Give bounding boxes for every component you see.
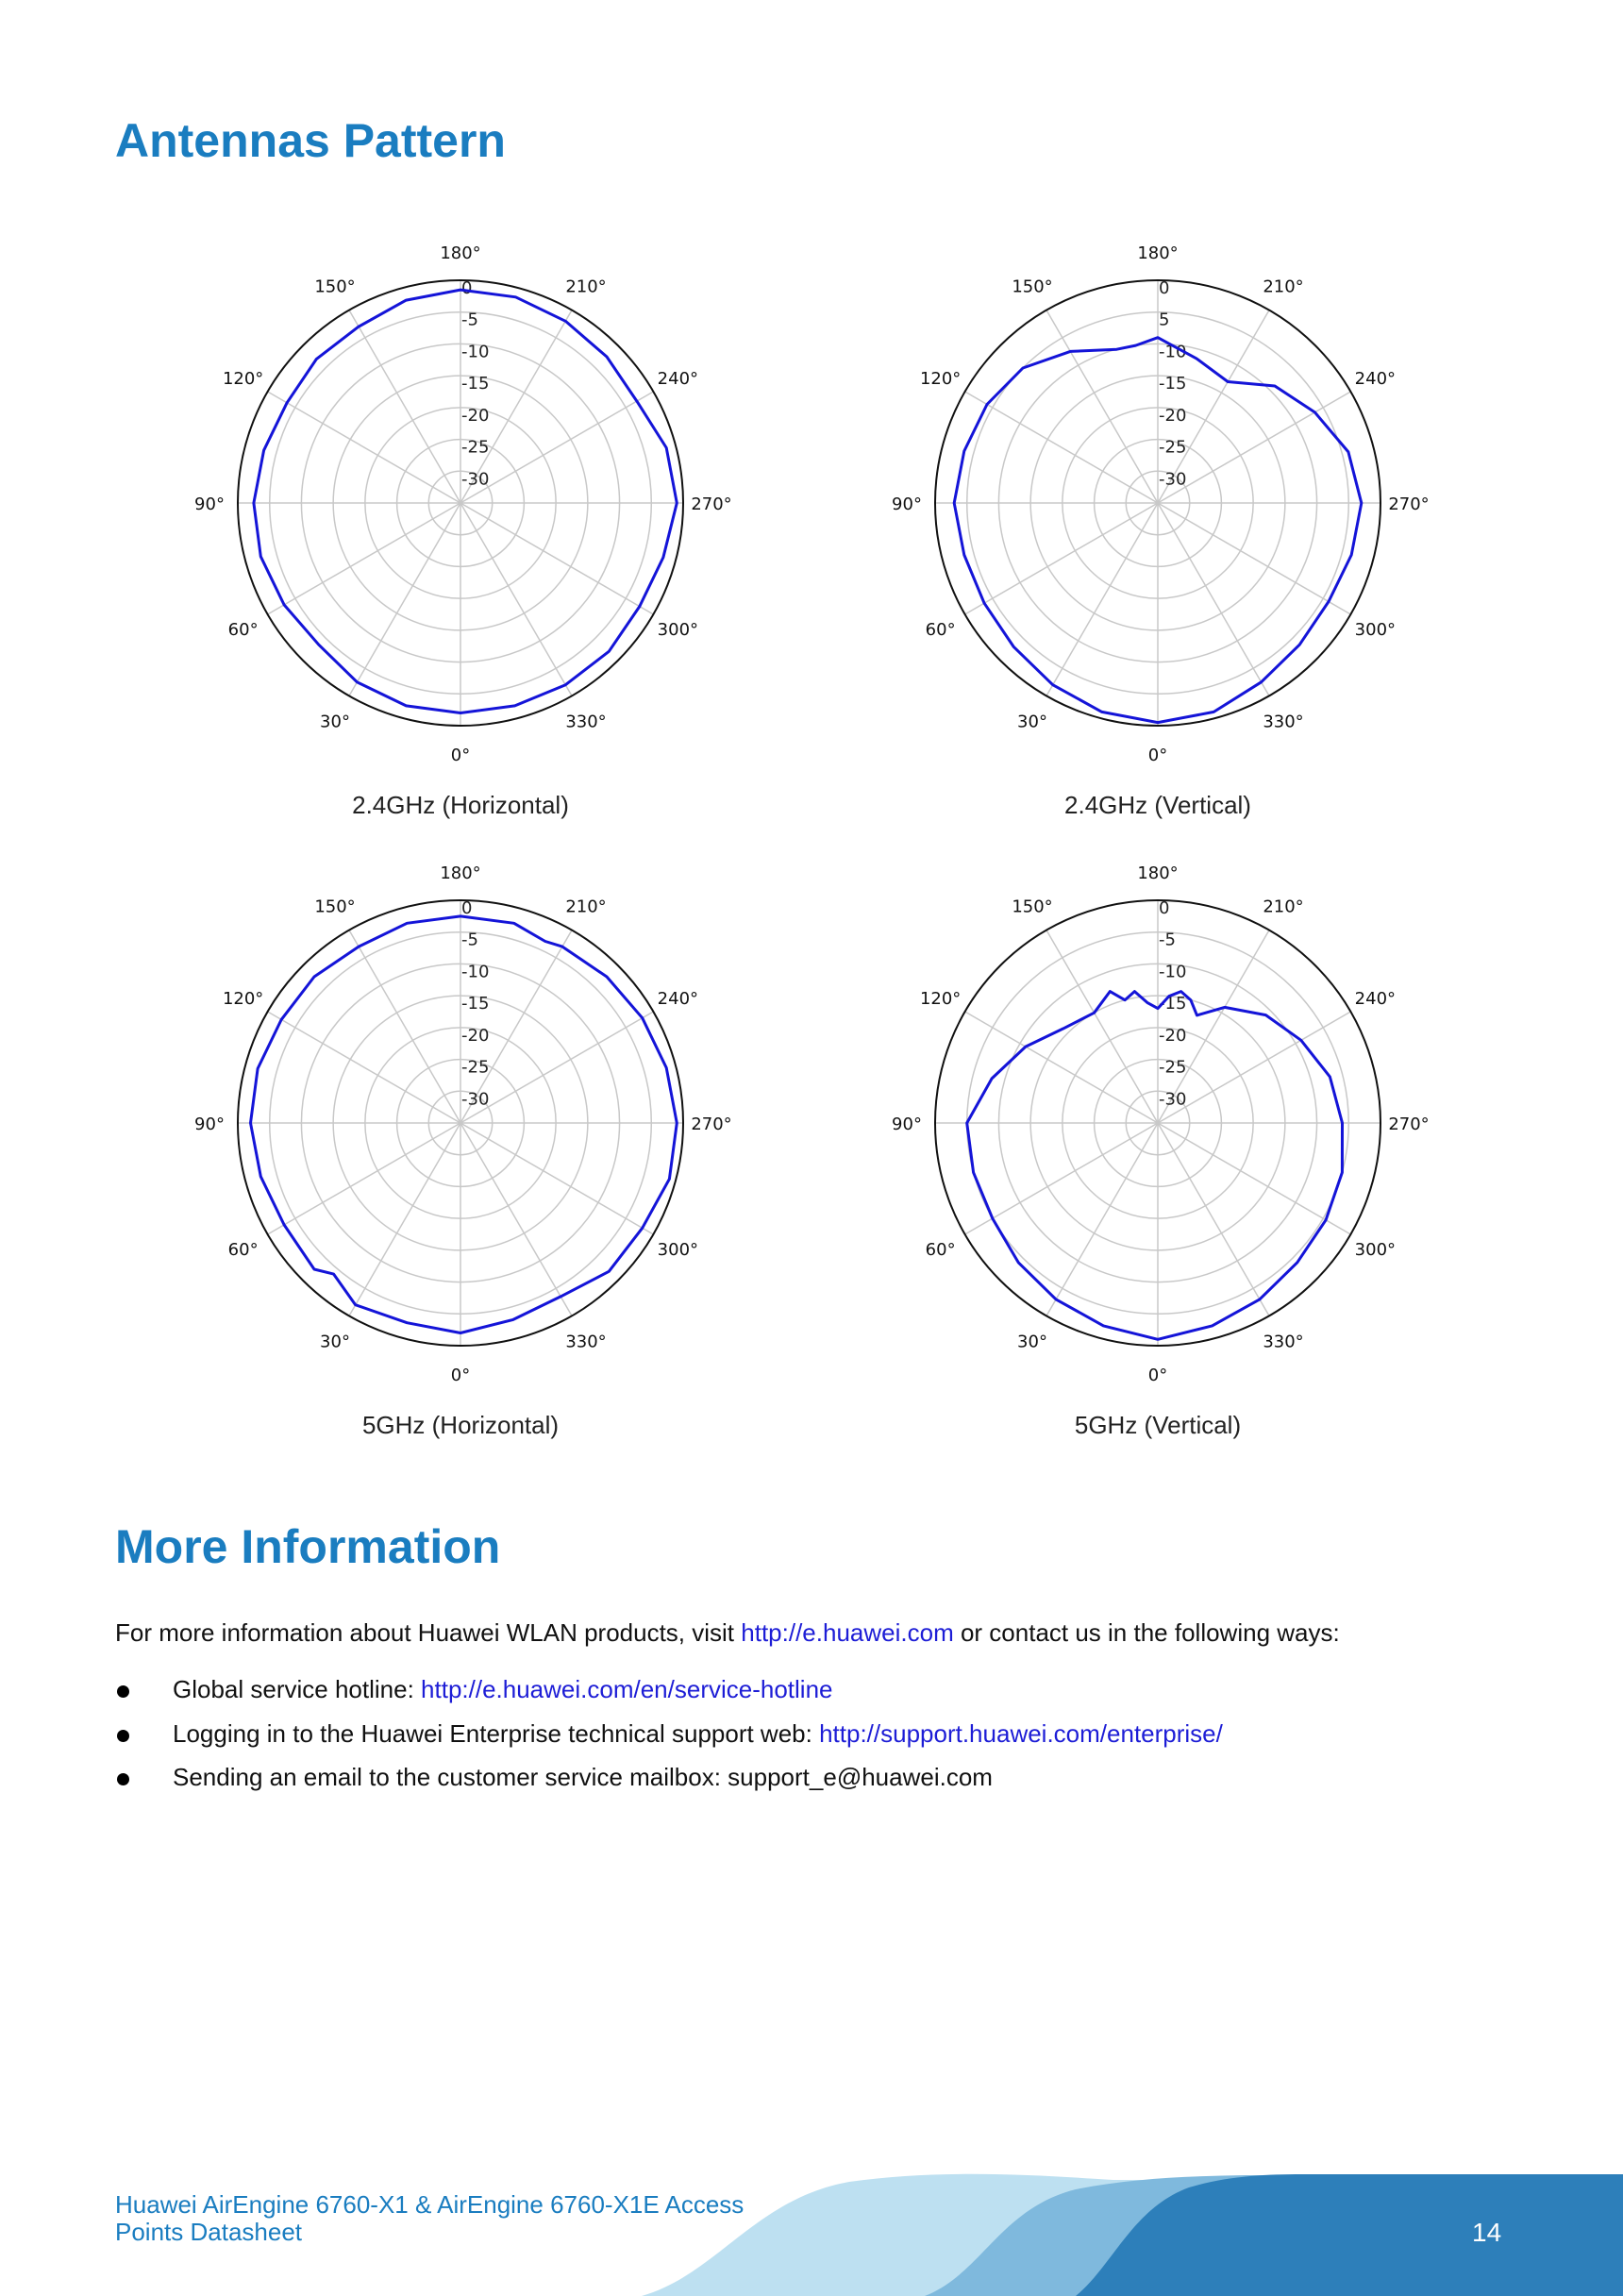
angular-gridline [1158, 1123, 1350, 1234]
angle-tick-label: 210° [1263, 277, 1304, 297]
angle-tick-label: 330° [565, 1332, 607, 1352]
page-number: 14 [1472, 2218, 1502, 2247]
angle-tick-label: 300° [1354, 620, 1397, 640]
angular-gridline [349, 503, 460, 696]
intro-text-before: For more information about Huawei WLAN products, visit [115, 1618, 742, 1647]
radial-tick-label: -10 [461, 342, 490, 362]
angle-tick-label: 240° [1354, 989, 1397, 1009]
angle-tick-label: 120° [222, 989, 264, 1009]
more-info-intro [115, 1618, 1340, 1648]
angular-gridline [965, 392, 1158, 503]
angle-tick-label: 60° [925, 1240, 956, 1260]
radial-tick-label: 0 [1159, 898, 1170, 918]
angular-gridline [1046, 503, 1158, 696]
angular-gridline [460, 503, 653, 614]
angle-tick-label: 240° [1354, 369, 1397, 389]
angle-tick-label: 60° [925, 620, 956, 640]
angle-tick-label: 210° [565, 277, 607, 297]
radial-tick-label: -30 [1159, 1089, 1187, 1110]
angle-tick-label: 30° [320, 712, 350, 732]
angle-tick-label: 0° [450, 746, 471, 765]
chart-caption: 2.4GHz (Horizontal) [352, 791, 569, 819]
angular-gridline [1046, 310, 1158, 503]
angular-gridline [268, 1123, 460, 1234]
radial-tick-label: -30 [461, 1089, 490, 1110]
angular-gridline [349, 1123, 460, 1316]
angular-gridline [460, 1012, 653, 1123]
angle-tick-label: 150° [314, 277, 356, 297]
service-hotline-link[interactable]: http://e.huawei.com/en/service-hotline [421, 1675, 833, 1703]
angular-gridline [349, 930, 460, 1123]
angular-gridline [1158, 1123, 1269, 1316]
radial-tick-label: 5 [1159, 310, 1170, 330]
more-information-heading: More Information [115, 1520, 501, 1573]
angle-tick-label: 0° [1147, 1366, 1168, 1385]
radial-tick-label: 0 [1159, 278, 1170, 298]
angle-tick-label: 90° [194, 1114, 225, 1134]
angle-tick-label: 270° [1388, 1114, 1430, 1134]
radial-tick-label: -25 [461, 1057, 490, 1078]
angle-tick-label: 330° [1263, 712, 1304, 732]
radial-tick-label: -20 [1159, 1025, 1187, 1046]
radial-tick-label: -20 [461, 405, 490, 426]
bullet-icon [117, 1685, 129, 1698]
angle-tick-label: 270° [691, 494, 732, 514]
angle-tick-label: 180° [440, 863, 481, 883]
angle-tick-label: 30° [1017, 1332, 1047, 1352]
radial-tick-label: 0 [461, 278, 473, 298]
angle-tick-label: 120° [919, 989, 962, 1009]
antennas-pattern-heading: Antennas Pattern [115, 114, 506, 167]
angle-tick-label: 90° [892, 494, 922, 514]
list-item-text: Sending an email to the customer service mailbox: support_e@huawei.com [173, 1763, 993, 1791]
radial-tick-label: -5 [461, 310, 478, 330]
angle-tick-label: 270° [691, 1114, 732, 1134]
angle-tick-label: 90° [194, 494, 225, 514]
angle-tick-label: 330° [1263, 1332, 1304, 1352]
angle-tick-label: 300° [1354, 1240, 1397, 1260]
radial-tick-label: -15 [461, 374, 490, 394]
angular-gridline [460, 503, 572, 696]
angular-gridline [1158, 503, 1350, 614]
list-item-text: Global service hotline: [173, 1675, 422, 1703]
angle-tick-label: 330° [565, 712, 607, 732]
angle-tick-label: 240° [657, 369, 699, 389]
intro-text-after: or contact us in the following ways: [953, 1618, 1340, 1647]
angle-tick-label: 270° [1388, 494, 1430, 514]
chart-caption: 5GHz (Horizontal) [361, 1411, 560, 1439]
angular-gridline [460, 1123, 572, 1316]
angle-tick-label: 30° [1017, 712, 1047, 732]
angular-gridline [268, 392, 460, 503]
angular-gridline [1046, 1123, 1158, 1316]
radial-tick-label: -20 [1159, 405, 1187, 426]
angle-tick-label: 180° [1137, 243, 1179, 263]
bullet-icon [117, 1730, 129, 1742]
angle-tick-label: 150° [314, 897, 356, 917]
angular-gridline [349, 310, 460, 503]
radial-tick-label: -5 [1159, 930, 1176, 950]
angle-tick-label: 240° [657, 989, 699, 1009]
angular-gridline [1158, 392, 1350, 503]
angle-tick-label: 210° [565, 897, 607, 917]
pattern-series-line [967, 992, 1343, 1340]
radial-tick-label: -30 [461, 469, 490, 490]
radial-tick-label: -10 [1159, 962, 1187, 982]
huawei-website-link[interactable]: http://e.huawei.com [741, 1618, 954, 1647]
angular-gridline [965, 503, 1158, 614]
support-web-link[interactable]: http://support.huawei.com/enterprise/ [819, 1719, 1223, 1748]
radial-tick-label: -5 [461, 930, 478, 950]
chart-caption: 2.4GHz (Vertical) [1064, 791, 1251, 819]
list-item-text: Logging in to the Huawei Enterprise technical support web: [173, 1719, 820, 1748]
angle-tick-label: 0° [1147, 746, 1168, 765]
angle-tick-label: 150° [1012, 897, 1053, 917]
antenna-pattern-chart-5g-horizontal [168, 854, 753, 1458]
radial-tick-label: -30 [1159, 469, 1187, 490]
radial-tick-label: -15 [1159, 374, 1187, 394]
antenna-pattern-chart-2g-horizontal [168, 234, 753, 838]
radial-tick-label: -15 [461, 994, 490, 1014]
angle-tick-label: 300° [657, 1240, 699, 1260]
bullet-icon [117, 1773, 129, 1785]
radial-tick-label: -25 [1159, 1057, 1187, 1078]
radial-tick-label: 0 [461, 898, 473, 918]
angle-tick-label: 210° [1263, 897, 1304, 917]
angle-tick-label: 150° [1012, 277, 1053, 297]
polar-plot [865, 234, 1450, 800]
angle-tick-label: 180° [440, 243, 481, 263]
angle-tick-label: 30° [320, 1332, 350, 1352]
angular-gridline [1158, 503, 1269, 696]
chart-caption: 5GHz (Vertical) [1074, 1411, 1242, 1439]
angular-gridline [460, 392, 653, 503]
polar-plot [865, 854, 1450, 1420]
angle-tick-label: 0° [450, 1366, 471, 1385]
angle-tick-label: 90° [892, 1114, 922, 1134]
radial-tick-label: -10 [461, 962, 490, 982]
angle-tick-label: 60° [227, 1240, 259, 1260]
radial-tick-label: -25 [461, 437, 490, 458]
polar-plot [168, 854, 753, 1420]
angle-tick-label: 60° [227, 620, 259, 640]
angle-tick-label: 120° [919, 369, 962, 389]
radial-tick-label: -25 [1159, 437, 1187, 458]
polar-plot [168, 234, 753, 800]
antenna-pattern-chart-2g-vertical [865, 234, 1450, 838]
angular-gridline [965, 1123, 1158, 1234]
radial-tick-label: -20 [461, 1025, 490, 1046]
angular-gridline [1046, 930, 1158, 1123]
angle-tick-label: 300° [657, 620, 699, 640]
angle-tick-label: 120° [222, 369, 264, 389]
angular-gridline [268, 503, 460, 614]
angular-gridline [460, 1123, 653, 1234]
radial-tick-label: -10 [1159, 342, 1187, 362]
radial-tick-label: -15 [1159, 994, 1187, 1014]
antenna-pattern-chart-5g-vertical [865, 854, 1450, 1458]
angular-gridline [268, 1012, 460, 1123]
footer-document-title: Huawei AirEngine 6760-X1 & AirEngine 6760-X1E Access Points Datasheet [115, 2190, 745, 2246]
angle-tick-label: 180° [1137, 863, 1179, 883]
